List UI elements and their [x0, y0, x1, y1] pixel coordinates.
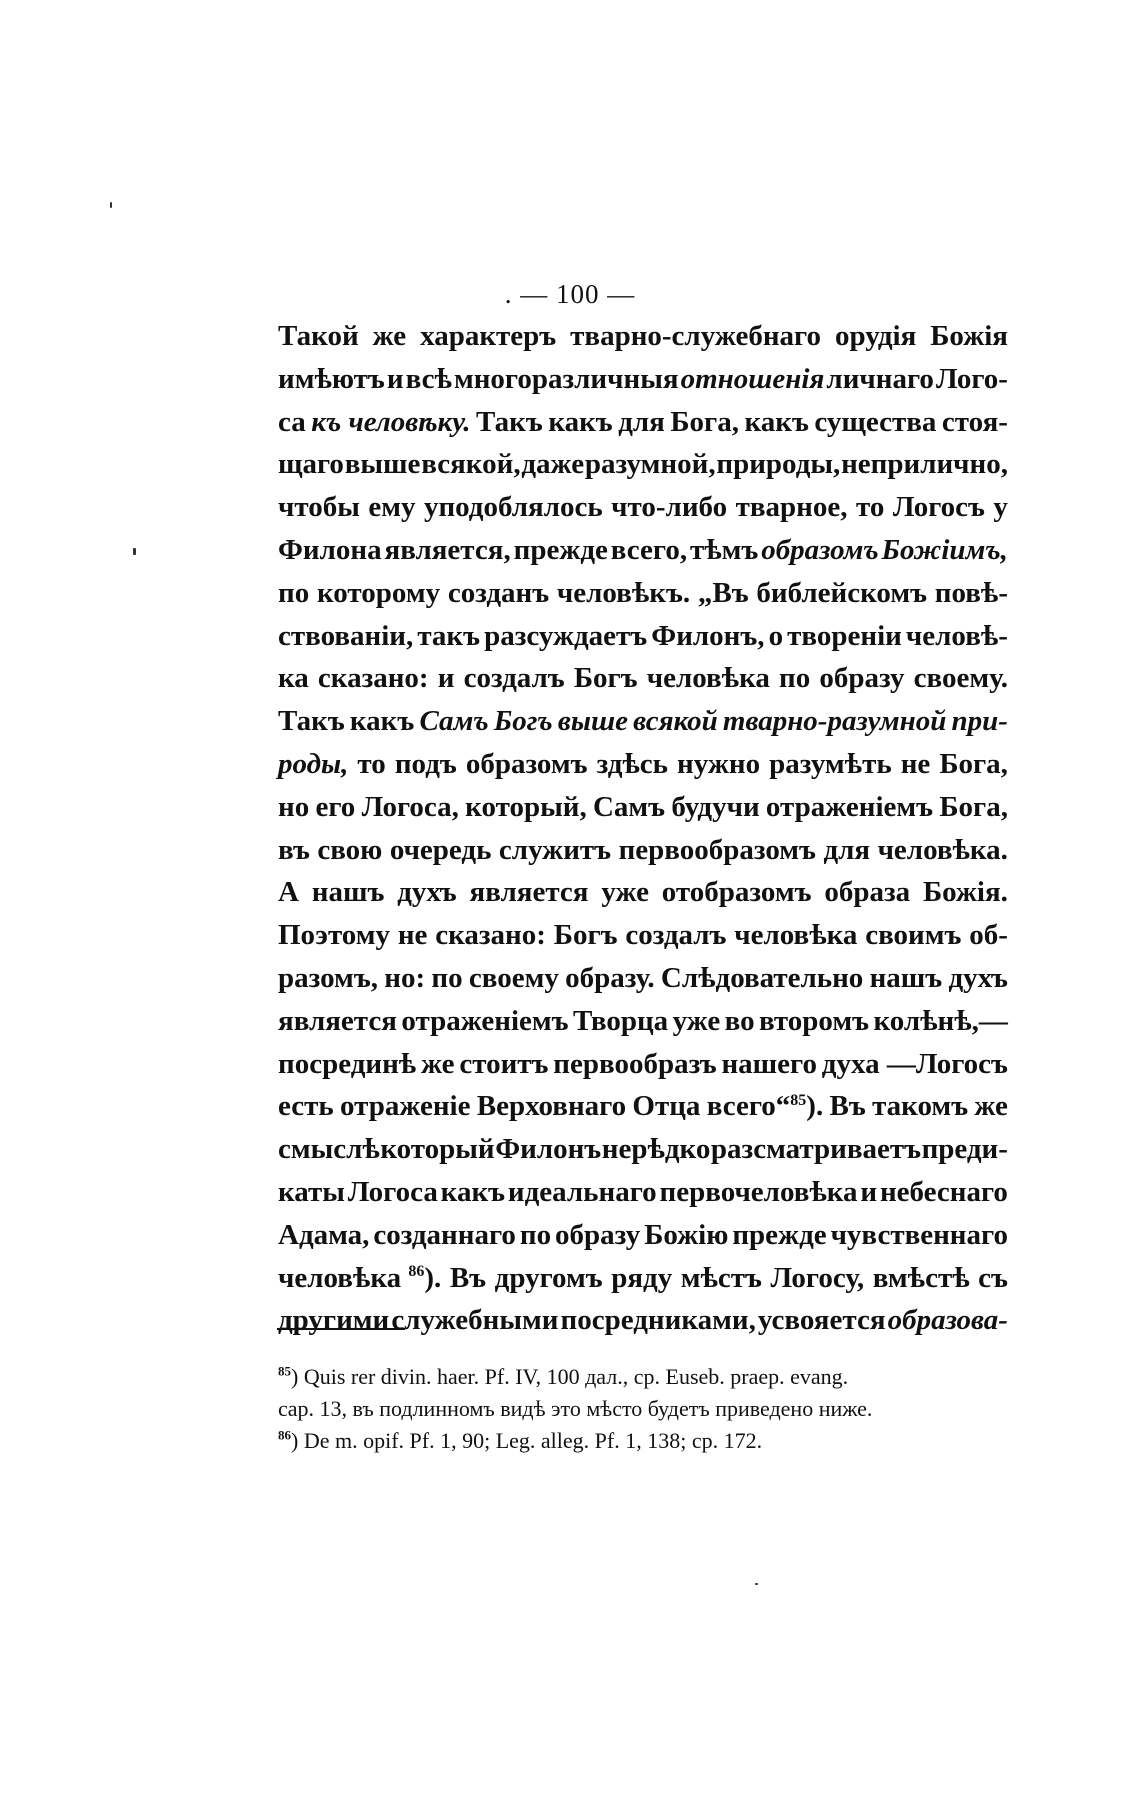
footnote-86 — [278, 1428, 1008, 1460]
word: Филонъ — [495, 1133, 602, 1166]
word: тварно-служебнаго — [570, 320, 821, 352]
word: характеръ — [420, 320, 557, 352]
word: свою — [317, 833, 383, 866]
word: очередь — [389, 833, 492, 866]
word: всего“ — [706, 1090, 791, 1123]
word: Такой — [278, 320, 359, 352]
word: то — [855, 491, 885, 524]
text-line — [278, 491, 1008, 534]
footnote-ref: всего“85). — [706, 1090, 824, 1123]
word: разсуждаетъ — [484, 619, 648, 652]
word: и — [386, 362, 404, 395]
word: отобразомъ — [661, 876, 812, 909]
word: другомъ — [494, 1261, 603, 1294]
footnote-entry — [278, 1364, 848, 1390]
word: многоразличныя — [453, 362, 679, 395]
word: колѣнѣ,— — [873, 1004, 1008, 1037]
word: духъ — [948, 961, 1008, 994]
word: такомъ — [872, 1090, 969, 1123]
text-line — [278, 363, 1008, 406]
italic-word: къ человѣку. — [311, 405, 471, 438]
word: же — [372, 320, 407, 352]
word: повѣ- — [934, 576, 1008, 609]
word: у — [993, 491, 1008, 524]
italic-word: Богъ — [493, 705, 553, 738]
text-line — [278, 662, 1008, 705]
word: что-либо — [611, 491, 728, 524]
word: человѣка — [278, 1261, 402, 1294]
word: здѣсь — [596, 747, 668, 780]
italic-word: отношенія — [680, 362, 825, 395]
text-line — [278, 448, 1008, 491]
word: отраженіе — [339, 1090, 471, 1123]
word: которому — [316, 576, 441, 609]
word: прежде — [732, 1218, 827, 1251]
footnote-text: cap. 13, въ подлинномъ видѣ это мѣсто будетъ приведено ниже. — [278, 1396, 873, 1421]
word: служитъ — [498, 833, 612, 866]
word: человѣка — [734, 919, 858, 952]
text-line — [278, 1304, 1008, 1347]
word: всѣ — [405, 362, 452, 395]
word: какъ — [744, 405, 809, 438]
word: Логосъ — [892, 491, 985, 524]
word: по — [519, 1218, 552, 1251]
word: по — [431, 961, 463, 994]
word: Божія. — [922, 876, 1008, 909]
text-line — [278, 534, 1008, 577]
text-line — [278, 1133, 1008, 1176]
italic-word: Самъ — [419, 705, 489, 738]
word: духа —Логосъ — [821, 1047, 1008, 1080]
word: даже — [521, 448, 585, 481]
word: стоя- — [941, 405, 1008, 438]
scan-speck — [110, 202, 112, 208]
italic-word: выше — [557, 705, 628, 738]
word: созданнаго — [373, 1218, 516, 1251]
footnote-85 — [278, 1364, 1008, 1396]
word: чтобы — [278, 491, 360, 524]
word: Такъ — [278, 705, 345, 738]
word: образу — [555, 1218, 641, 1251]
word: тварное, — [735, 491, 848, 524]
footnote-entry — [278, 1428, 762, 1454]
word: уже — [601, 876, 649, 909]
word: Верховнаго — [476, 1090, 627, 1123]
word: Бога, — [670, 405, 739, 438]
word: Поэтому — [278, 919, 391, 952]
word: по — [278, 576, 310, 609]
italic-word: при- — [951, 705, 1008, 738]
footnote-number: 85 — [278, 1363, 291, 1379]
word: об- — [969, 919, 1008, 952]
word: имѣютъ — [278, 362, 385, 395]
word: природы, — [716, 448, 841, 481]
word: служебными — [391, 1304, 559, 1337]
italic-word: образова- — [887, 1304, 1008, 1337]
word: уже — [672, 1004, 721, 1037]
word: въ — [278, 833, 310, 866]
word: уподоблялось — [423, 491, 603, 524]
word: и — [860, 1175, 878, 1208]
word: небеснаго — [879, 1175, 1008, 1208]
body-text — [278, 320, 1008, 1347]
word: во — [724, 1004, 755, 1037]
word: такъ — [417, 619, 481, 652]
text-line — [278, 577, 1008, 620]
italic-word: Божіимъ, — [881, 533, 1008, 566]
italic-word: образомъ — [761, 533, 879, 566]
word: А — [278, 876, 299, 909]
word: какъ — [440, 1175, 506, 1208]
word: первочеловѣка — [659, 1175, 858, 1208]
word: Слѣдовательно — [660, 961, 864, 994]
word: по — [778, 662, 811, 695]
word: нерѣдко — [601, 1133, 711, 1166]
text-line — [278, 320, 1008, 363]
text-line — [278, 1262, 1008, 1305]
word: Въ — [829, 1090, 866, 1123]
word: первообразомъ — [618, 833, 816, 866]
word: разсматриваетъ — [710, 1133, 922, 1166]
word: является — [469, 876, 589, 909]
word: Бога, — [939, 747, 1008, 780]
word: создалъ — [625, 919, 727, 952]
text-line — [278, 834, 1008, 877]
word: своимъ — [865, 919, 962, 952]
word: Бога, — [939, 790, 1008, 823]
text-line — [278, 705, 1008, 748]
word: нашъ — [869, 961, 943, 994]
footnote-text: ) Quis rer divin. haer. Pf. IV, 100 дал., ср. Euseb. praep. evang. — [291, 1364, 849, 1389]
word: но — [278, 790, 310, 823]
word: Самъ — [592, 790, 666, 823]
word: Отца — [632, 1090, 701, 1123]
word: ряду — [611, 1261, 673, 1294]
word: твореніи — [787, 619, 902, 652]
word: Богъ — [553, 919, 618, 952]
page-number: . — 100 — — [504, 279, 636, 309]
word: Филона — [278, 533, 382, 566]
word: то — [357, 747, 386, 780]
word: Богъ — [573, 662, 638, 695]
word: для — [618, 405, 665, 438]
scan-speck — [755, 1583, 758, 1585]
word: разумѣть — [769, 747, 892, 780]
word: является, — [384, 533, 511, 566]
word: чувственнаго — [830, 1218, 1008, 1251]
word: преди- — [921, 1133, 1008, 1166]
text-line — [278, 1090, 1008, 1133]
word: не — [397, 919, 428, 952]
text-line — [278, 1005, 1008, 1048]
word: второмъ — [758, 1004, 870, 1037]
word: нужно — [677, 747, 761, 780]
word: ). — [424, 1261, 442, 1294]
word: вмѣстѣ — [872, 1261, 970, 1294]
footnotes — [278, 1364, 1008, 1460]
word: Такъ — [476, 405, 543, 438]
word: Лого- — [935, 362, 1008, 395]
word: своему — [468, 961, 559, 994]
word: подъ — [394, 747, 457, 780]
word: Логоса — [347, 1175, 438, 1208]
word: его — [315, 790, 356, 823]
word: о — [768, 619, 784, 652]
text-line — [278, 620, 1008, 663]
word: какъ — [349, 705, 415, 738]
word: отраженіемъ — [401, 1004, 569, 1037]
word: посрединѣ — [278, 1047, 417, 1080]
text-line — [278, 919, 1008, 962]
word: образу. — [565, 961, 655, 994]
word: для — [823, 833, 871, 866]
footnote-number: 86 — [278, 1427, 291, 1443]
word: выше — [344, 448, 421, 481]
word: прежде — [513, 533, 608, 566]
footnote-text: ) De m. opif. Pf. 1, 90; Leg. alleg. Pf. 1, 138; ср. 172. — [291, 1428, 763, 1453]
word: посредниками, — [560, 1304, 756, 1337]
word: Логоса, — [361, 790, 459, 823]
word: первообразъ — [553, 1047, 717, 1080]
word: личнаго — [826, 362, 934, 395]
word: всего, — [610, 533, 688, 566]
word: ). — [806, 1090, 824, 1123]
italic-word: всякой — [633, 705, 718, 738]
word: человѣ- — [905, 619, 1008, 652]
word: же — [421, 1047, 455, 1080]
word: образу — [819, 662, 905, 695]
footnote-divider — [277, 1328, 405, 1330]
word: библейскомъ — [756, 576, 928, 609]
word: щаго — [278, 448, 344, 481]
word: неприлично, — [841, 448, 1008, 481]
footnote-ref: человѣка 86). — [278, 1261, 442, 1294]
word: существа — [814, 405, 937, 438]
word: отраженіемъ — [765, 790, 934, 823]
word: Творца — [572, 1004, 669, 1037]
text-line — [278, 791, 1008, 834]
word: же — [974, 1090, 1008, 1123]
word: Логосу, — [770, 1261, 865, 1294]
word: сказано: — [435, 919, 546, 952]
word: своему. — [913, 662, 1008, 695]
word: человѣкъ. — [556, 576, 691, 609]
word: созданъ — [447, 576, 550, 609]
word: Филонъ, — [651, 619, 765, 652]
footnote-85-continuation — [278, 1396, 1008, 1428]
word: какъ — [548, 405, 613, 438]
word: человѣка. — [877, 833, 1008, 866]
word: другими — [278, 1304, 390, 1337]
word: и — [437, 662, 455, 695]
word: но: — [384, 961, 426, 994]
text-line — [278, 876, 1008, 919]
word: духъ — [397, 876, 457, 909]
word: является — [278, 1004, 397, 1037]
word: са — [278, 405, 306, 438]
word: орудія — [834, 320, 917, 352]
word: ствованіи, — [278, 619, 414, 652]
word: ему — [368, 491, 416, 524]
word: разомъ, — [278, 961, 378, 994]
word: создалъ — [463, 662, 565, 695]
text-line — [278, 1176, 1008, 1219]
word: каты — [278, 1175, 345, 1208]
word: образа — [824, 876, 911, 909]
word: усвояется — [757, 1304, 886, 1337]
word: ка — [278, 662, 309, 695]
word: тѣмъ — [689, 533, 759, 566]
word: есть — [278, 1090, 334, 1123]
italic-word: тварно-разумной — [722, 705, 947, 738]
word: Въ — [449, 1261, 487, 1294]
italic-word: роды, — [278, 747, 349, 780]
word: образомъ — [465, 747, 588, 780]
word: разумной, — [584, 448, 716, 481]
word: нашего — [721, 1047, 817, 1080]
text-line — [278, 406, 1008, 449]
word: будучи — [671, 790, 760, 823]
word: Божія — [930, 320, 1008, 352]
text-line — [278, 748, 1008, 791]
word: съ — [978, 1261, 1008, 1294]
word: Адама, — [278, 1218, 370, 1251]
word: который — [380, 1133, 495, 1166]
word: сказано: — [317, 662, 429, 695]
text-line — [278, 1219, 1008, 1262]
word: который, — [465, 790, 587, 823]
word: „Въ — [697, 576, 749, 609]
word: мѣстъ — [680, 1261, 762, 1294]
word: Божію — [644, 1218, 729, 1251]
word: идеальнаго — [507, 1175, 657, 1208]
word: человѣка — [646, 662, 770, 695]
word: смыслѣ — [278, 1133, 380, 1166]
word: всякой, — [421, 448, 521, 481]
word: нашъ — [311, 876, 385, 909]
scan-speck — [133, 548, 136, 555]
text-line — [278, 962, 1008, 1005]
word: не — [900, 747, 931, 780]
word: стоитъ — [459, 1047, 549, 1080]
text-line — [278, 1048, 1008, 1091]
